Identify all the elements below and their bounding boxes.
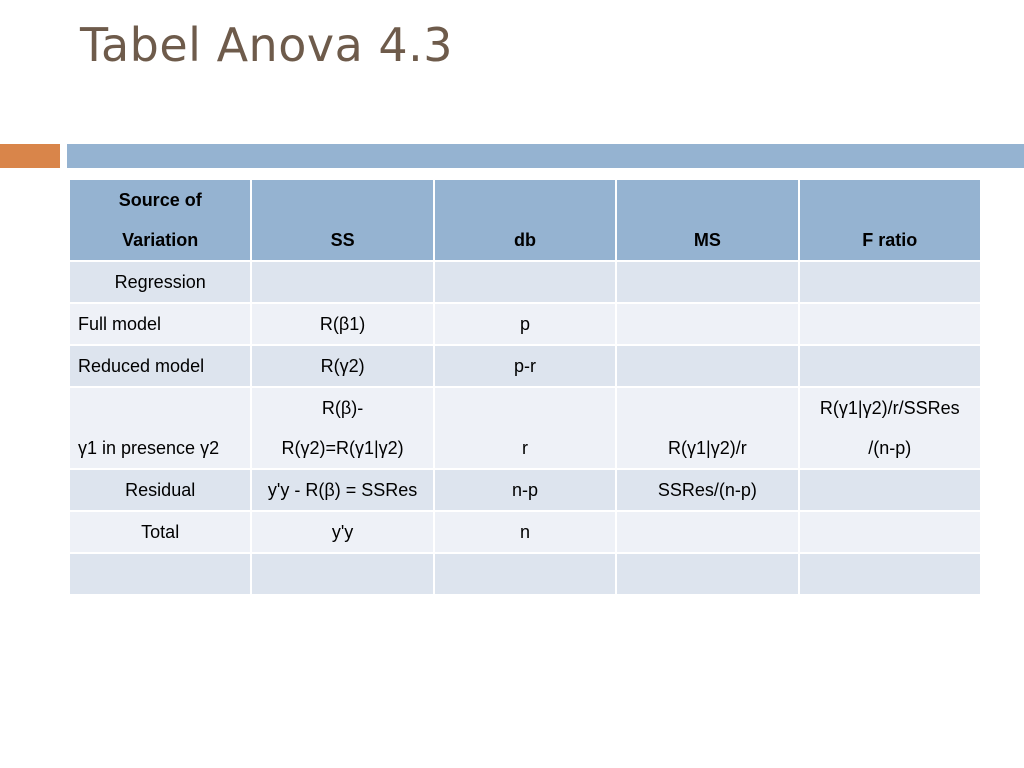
cell-ss: R(γ2) [251, 345, 433, 387]
cell-ms [616, 553, 798, 595]
cell-db: n [434, 511, 616, 553]
cell-f [799, 387, 981, 469]
table-row-gamma1-in-presence-gamma2 [69, 387, 981, 469]
cell-source: Full model [69, 303, 251, 345]
cell-db [434, 553, 616, 595]
cell-source: Regression [69, 261, 251, 303]
header-source-line2: Variation [122, 230, 199, 250]
table-row-regression [69, 261, 981, 303]
cell-source [69, 553, 251, 595]
cell-db: p-r [434, 345, 616, 387]
cell-ss [251, 387, 433, 469]
cell-ms [616, 511, 798, 553]
cell-ms [616, 345, 798, 387]
accent-bar-blue [67, 144, 1024, 168]
cell-ss: y'y [251, 511, 433, 553]
cell-source: γ1 in presence γ2 [69, 387, 251, 469]
slide-title: Tabel Anova 4.3 [80, 18, 454, 72]
cell-source: Total [69, 511, 251, 553]
header-db: db [434, 179, 616, 261]
cell-ss-line1: R(β)- [321, 398, 364, 418]
cell-f [799, 469, 981, 511]
cell-db: p [434, 303, 616, 345]
cell-ss [251, 261, 433, 303]
cell-ss-line2: R(γ2)=R(γ1|γ2) [281, 438, 404, 458]
cell-db [434, 261, 616, 303]
anova-table [68, 178, 982, 596]
cell-db: n-p [434, 469, 616, 511]
cell-ms [616, 303, 798, 345]
cell-f [799, 511, 981, 553]
header-ss: SS [251, 179, 433, 261]
table-row-empty [69, 553, 981, 595]
cell-source: Residual [69, 469, 251, 511]
table-row-total [69, 511, 981, 553]
header-source-line1: Source of [118, 190, 202, 210]
cell-f [799, 345, 981, 387]
accent-bar-orange [0, 144, 60, 168]
cell-ms: R(γ1|γ2)/r [616, 387, 798, 469]
cell-ms [616, 261, 798, 303]
table-row-full-model [69, 303, 981, 345]
cell-ss [251, 553, 433, 595]
cell-ms: SSRes/(n-p) [616, 469, 798, 511]
header-source-of-variation [69, 179, 251, 261]
cell-source: Reduced model [69, 345, 251, 387]
cell-f [799, 261, 981, 303]
cell-f [799, 553, 981, 595]
cell-db: r [434, 387, 616, 469]
cell-f [799, 303, 981, 345]
cell-ss: R(β1) [251, 303, 433, 345]
cell-f-line1: R(γ1|γ2)/r/SSRes [819, 398, 960, 418]
header-f-ratio: F ratio [799, 179, 981, 261]
cell-ss: y'y - R(β) = SSRes [251, 469, 433, 511]
table-header-row [69, 179, 981, 261]
header-ms: MS [616, 179, 798, 261]
table-row-residual [69, 469, 981, 511]
cell-f-line2: /(n-p) [868, 438, 912, 458]
table-row-reduced-model [69, 345, 981, 387]
